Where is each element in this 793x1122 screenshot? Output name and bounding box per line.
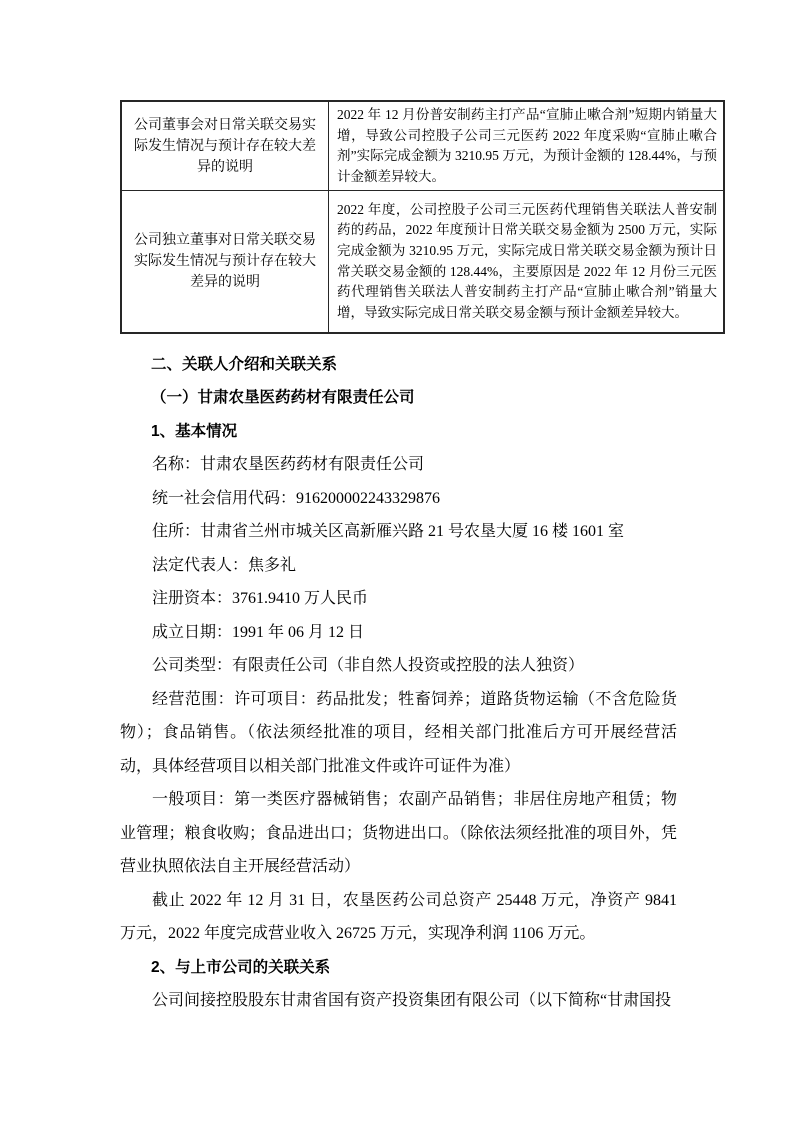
paragraph-relationship-intro: 公司间接控股股东甘肃省国有资产投资集团有限公司（以下简称“甘肃国投 bbox=[152, 992, 672, 1010]
paragraph-business-scope-general: 一般项目：第一类医疗器械销售；农副产品销售；非居住房地产租赁；物业管理；粮食收购；食品进出口；货物进出口。（除依法须经批准的项目外，凭营业执照依法自主开展经营活动） bbox=[120, 791, 677, 876]
table-row-board-explanation bbox=[121, 101, 724, 191]
paragraph-legal-representative: 法定代表人：焦多礼 bbox=[152, 556, 297, 574]
independent-director-explanation-label: 公司独立董事对日常关联交易实际发生情况与预计存在较大差异的说明 bbox=[121, 191, 329, 333]
table-row-independent-director-explanation bbox=[121, 191, 724, 333]
independent-director-explanation-content: 2022 年度，公司控股子公司三元医药代理销售关联法人普安制药的药品，2022 年度预计日常关联交易金额为 2500 万元，实际完成金额为 3210.95 万元，实际完成日常关联交易金额为预计日常关联交易金额的 128.44%，主要原因是 2022 年 12 月份三元医药代理销售关联法人普安制药主打产品“宣肺止嗽合剂”销量大增，导致实际完成日常关联交易金额与预计金额差异较大。 bbox=[329, 191, 725, 333]
paragraph-company-type: 公司类型：有限责任公司（非自然人投资或控股的法人独资） bbox=[152, 657, 585, 675]
board-explanation-content: 2022 年 12 月份普安制药主打产品“宣肺止嗽合剂”短期内销量大增，导致公司控股子公司三元医药 2022 年度采购“宣肺止嗽合剂”实际完成金额为 3210.95 万元，为预计金额的 128.44%，与预计金额差异较大。 bbox=[329, 101, 725, 191]
paragraph-company-name: 名称：甘肃农垦医药药材有限责任公司 bbox=[152, 456, 425, 474]
board-explanation-label: 公司董事会对日常关联交易实际发生情况与预计存在较大差异的说明 bbox=[121, 101, 329, 191]
subsection-heading-company1: （一）甘肃农垦医药药材有限责任公司 bbox=[151, 389, 415, 407]
subsection-heading-basic-info: 1、基本情况 bbox=[151, 422, 238, 440]
paragraph-financials: 截止 2022 年 12 月 31 日，农垦医药公司总资产 25448 万元，净资产 9841 万元，2022 年度完成营业收入 26725 万元，实现净利润 1106 万元。 bbox=[120, 891, 677, 943]
subsection-heading-relationship: 2、与上市公司的关联关系 bbox=[151, 958, 331, 976]
paragraph-credit-code: 统一社会信用代码：916200002243329876 bbox=[152, 489, 441, 507]
page-content bbox=[120, 100, 717, 1018]
related-transaction-difference-table bbox=[120, 100, 725, 334]
paragraph-business-scope-licensed: 经营范围：许可项目：药品批发；牲畜饲养；道路货物运输（不含危险货物）；食品销售。（依法须经批准的项目，经相关部门批准后方可开展经营活动，具体经营项目以相关部门批准文件或许可证件为准） bbox=[120, 690, 677, 775]
paragraph-established-date: 成立日期：1991 年 06 月 12 日 bbox=[152, 623, 365, 641]
paragraph-registered-capital: 注册资本：3761.9410 万人民币 bbox=[152, 590, 369, 608]
document-body bbox=[120, 348, 677, 1018]
paragraph-address: 住所：甘肃省兰州市城关区高新雁兴路 21 号农垦大厦 16 楼 1601 室 bbox=[152, 523, 625, 541]
section-heading-related-parties: 二、关联人介绍和关联关系 bbox=[151, 355, 338, 373]
